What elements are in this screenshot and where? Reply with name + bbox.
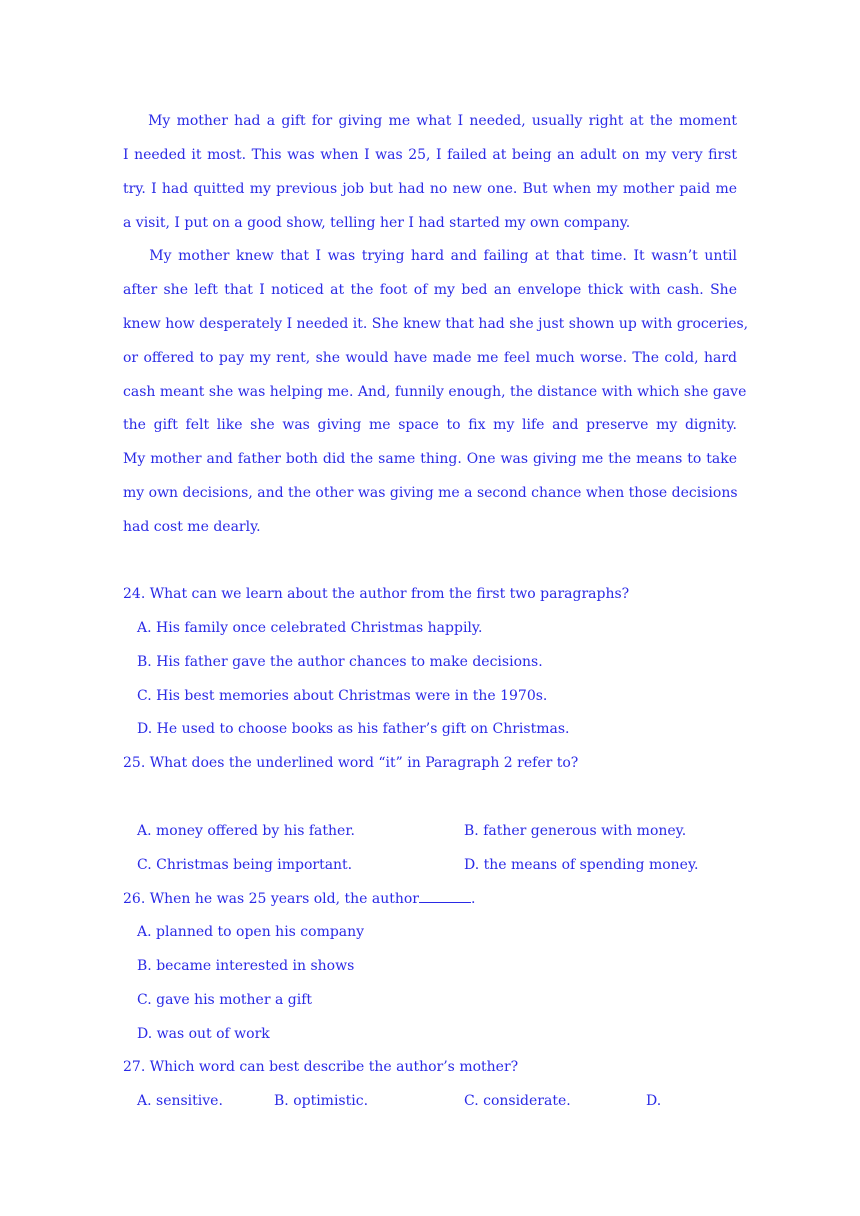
question-26-option-c: C. gave his mother a gift — [137, 992, 313, 1008]
question-26-stem-end: . — [471, 891, 476, 907]
passage-line: a visit, I put on a good show, telling her I had started my own company. — [123, 215, 631, 231]
question-26-option-d: D. was out of work — [137, 1026, 270, 1042]
question-27-stem: 27. Which word can best describe the author’s mother? — [123, 1059, 519, 1075]
answer-blank — [419, 888, 471, 903]
question-25-option-c: C. Christmas being important. — [137, 857, 353, 873]
passage-line: or offered to pay my rent, she would have made me feel much worse. The cold, hard — [123, 350, 737, 366]
passage-line: try. I had quitted my previous job but had no new one. But when my mother paid me — [123, 181, 737, 197]
question-26-option-a: A. planned to open his company — [137, 924, 365, 940]
question-25-option-a: A. money offered by his father. — [137, 823, 355, 839]
question-26-stem-text: 26. When he was 25 years old, the author — [123, 891, 419, 907]
passage-line: knew how desperately I needed it. She knew that had she just shown up with groceries, — [123, 316, 749, 332]
passage-line: had cost me dearly. — [123, 519, 261, 535]
question-27-option-c: C. considerate. — [464, 1093, 571, 1109]
question-25-stem: 25. What does the underlined word “it” in Paragraph 2 refer to? — [123, 755, 579, 771]
passage-line: My mother and father both did the same thing. One was giving me the means to take — [123, 451, 737, 467]
question-27-option-a: A. sensitive. — [137, 1093, 223, 1109]
question-24-option-b: B. His father gave the author chances to make decisions. — [137, 654, 543, 670]
passage-line: after she left that I noticed at the foot of my bed an envelope thick with cash. She — [123, 282, 737, 298]
question-24-option-a: A. His family once celebrated Christmas happily. — [137, 620, 483, 636]
passage-line: the gift felt like she was giving me space to fix my life and preserve my dignity. — [123, 417, 737, 433]
question-26-stem — [123, 888, 475, 909]
passage-line: my own decisions, and the other was giving me a second chance when those decisions — [123, 485, 738, 501]
passage-line: I needed it most. This was when I was 25, I failed at being an adult on my very first — [123, 147, 737, 163]
question-26-option-b: B. became interested in shows — [137, 958, 355, 974]
question-27-option-d: D. — [646, 1093, 662, 1109]
question-24-stem: 24. What can we learn about the author from the first two paragraphs? — [123, 586, 630, 602]
question-24-option-c: C. His best memories about Christmas were in the 1970s. — [137, 688, 548, 704]
question-25-option-b: B. father generous with money. — [464, 823, 687, 839]
passage-line: My mother knew that I was trying hard and failing at that time. It wasn’t until — [123, 248, 737, 264]
question-24-option-d: D. He used to choose books as his father’s gift on Christmas. — [137, 721, 570, 737]
question-27-option-b: B. optimistic. — [274, 1093, 369, 1109]
question-25-option-d: D. the means of spending money. — [464, 857, 699, 873]
passage-line: cash meant she was helping me. And, funnily enough, the distance with which she gave — [123, 384, 747, 400]
passage-line: My mother had a gift for giving me what I needed, usually right at the moment — [123, 113, 737, 129]
